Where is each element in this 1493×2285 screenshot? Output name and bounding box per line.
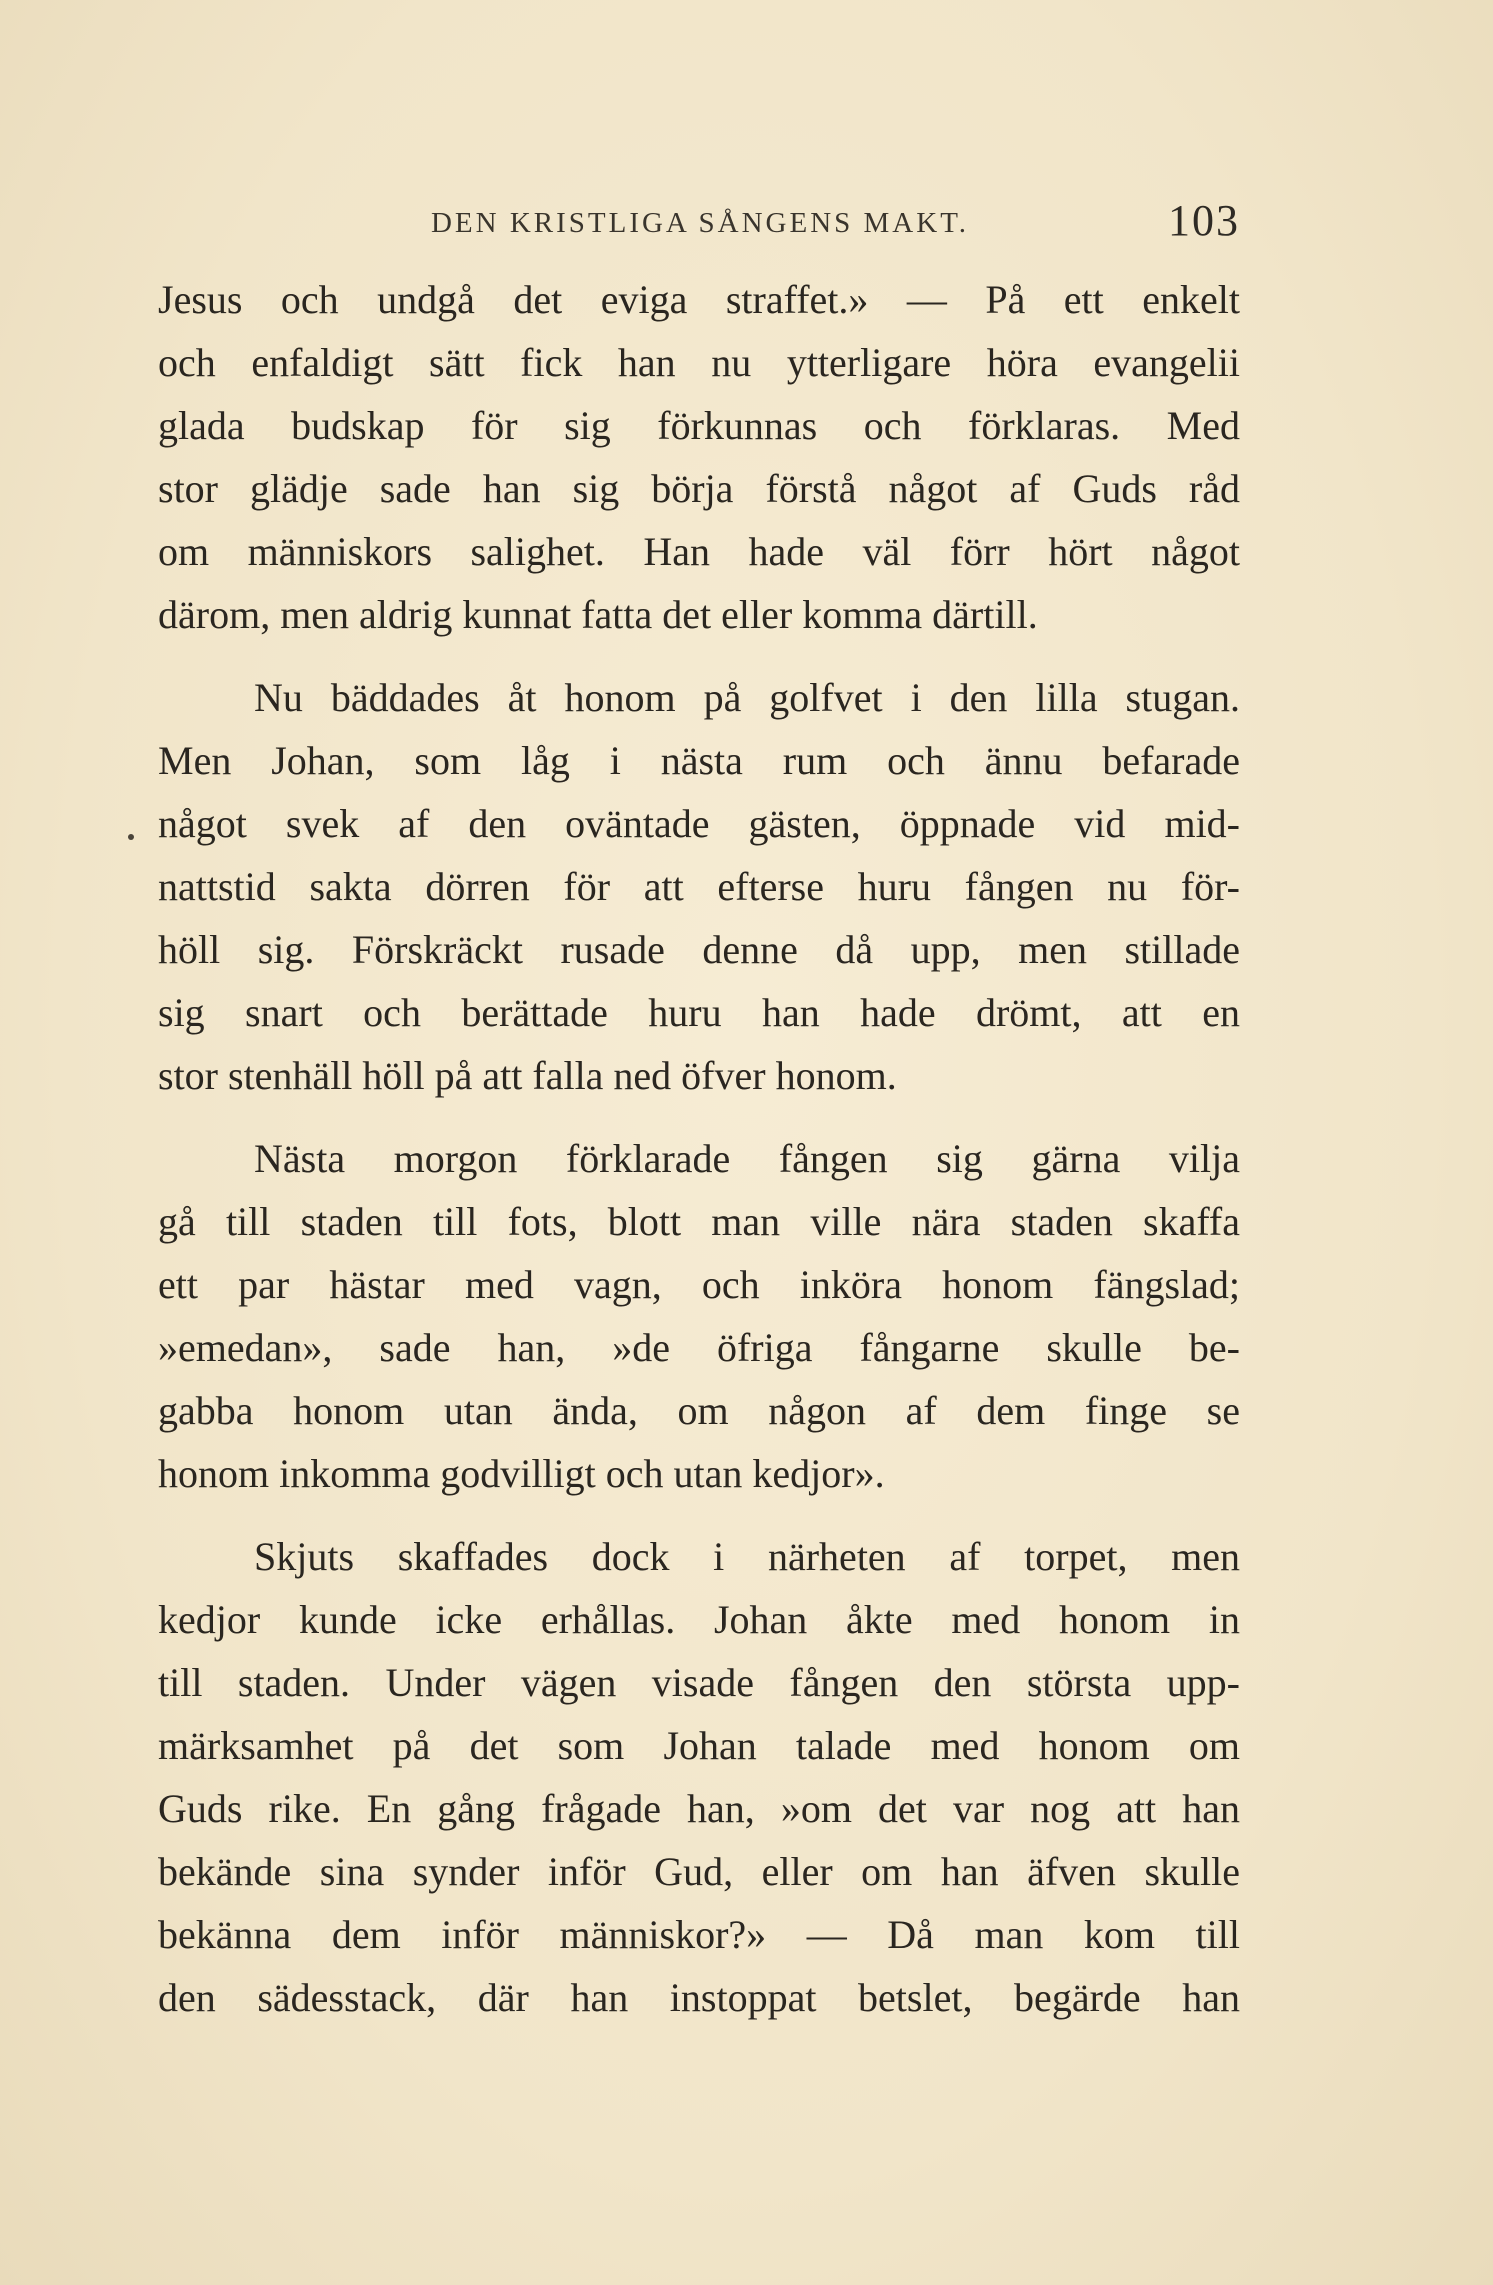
text-line: stor glädje sade han sig börja förstå något af Guds råd [158, 466, 1240, 511]
text-line: Nu bäddades åt honom på golfvet i den lilla stugan. [254, 675, 1240, 720]
text-line: kedjor kunde icke erhållas. Johan åkte med honom in [158, 1597, 1240, 1642]
text-line: stor stenhäll höll på att falla ned öfver honom. [158, 1053, 897, 1098]
page-number: 103 [1168, 196, 1240, 245]
body-text [158, 268, 1240, 2049]
text-line: märksamhet på det som Johan talade med honom om [158, 1723, 1240, 1768]
text-line: bekände sina synder inför Gud, eller om han äfven skulle [158, 1849, 1240, 1894]
text-line: honom inkomma godvilligt och utan kedjor». [158, 1451, 885, 1496]
paragraph-1 [158, 268, 1240, 646]
paragraph-2 [158, 666, 1240, 1107]
text-line: ett par hästar med vagn, och inköra honom fängslad; [158, 1262, 1240, 1307]
text-line: höll sig. Förskräckt rusade denne då upp, men stillade [158, 927, 1240, 972]
running-title: DEN KRISTLIGA SÅNGENS MAKT. [430, 207, 970, 239]
text-line: bekänna dem inför människor?» — Då man kom till [158, 1912, 1240, 1957]
text-line: Men Johan, som låg i nästa rum och ännu befarade [158, 738, 1240, 783]
text-line: och enfaldigt sätt fick han nu ytterligare höra evangelii [158, 340, 1240, 385]
text-line: gabba honom utan ända, om någon af dem finge se [158, 1388, 1240, 1433]
text-line: sig snart och berättade huru han hade drömt, att en [158, 990, 1240, 1035]
text-line: den sädesstack, där han instoppat betslet, begärde han [158, 1975, 1240, 2020]
paragraph-4 [158, 1525, 1240, 2029]
text-line: till staden. Under vägen visade fången den största upp- [158, 1660, 1240, 1705]
running-head [160, 195, 1240, 255]
text-line: nattstid sakta dörren för att efterse huru fången nu för- [158, 864, 1240, 909]
text-line: Nästa morgon förklarade fången sig gärna vilja [254, 1136, 1240, 1181]
text-line: därom, men aldrig kunnat fatta det eller komma därtill. [158, 592, 1038, 637]
text-line: gå till staden till fots, blott man ville nära staden skaffa [158, 1199, 1240, 1244]
text-line: »emedan», sade han, »de öfriga fångarne skulle be- [158, 1325, 1240, 1370]
margin-mark [128, 834, 134, 840]
text-line: Skjuts skaffades dock i närheten af torpet, men [254, 1534, 1240, 1579]
text-line: något svek af den oväntade gästen, öppnade vid mid- [158, 801, 1240, 846]
paragraph-3 [158, 1127, 1240, 1505]
text-line: Jesus och undgå det eviga straffet.» — På ett enkelt [158, 277, 1240, 322]
text-line: glada budskap för sig förkunnas och förklaras. Med [158, 403, 1240, 448]
text-line: om människors salighet. Han hade väl förr hört något [158, 529, 1240, 574]
text-line: Guds rike. En gång frågade han, »om det var nog att han [158, 1786, 1240, 1831]
